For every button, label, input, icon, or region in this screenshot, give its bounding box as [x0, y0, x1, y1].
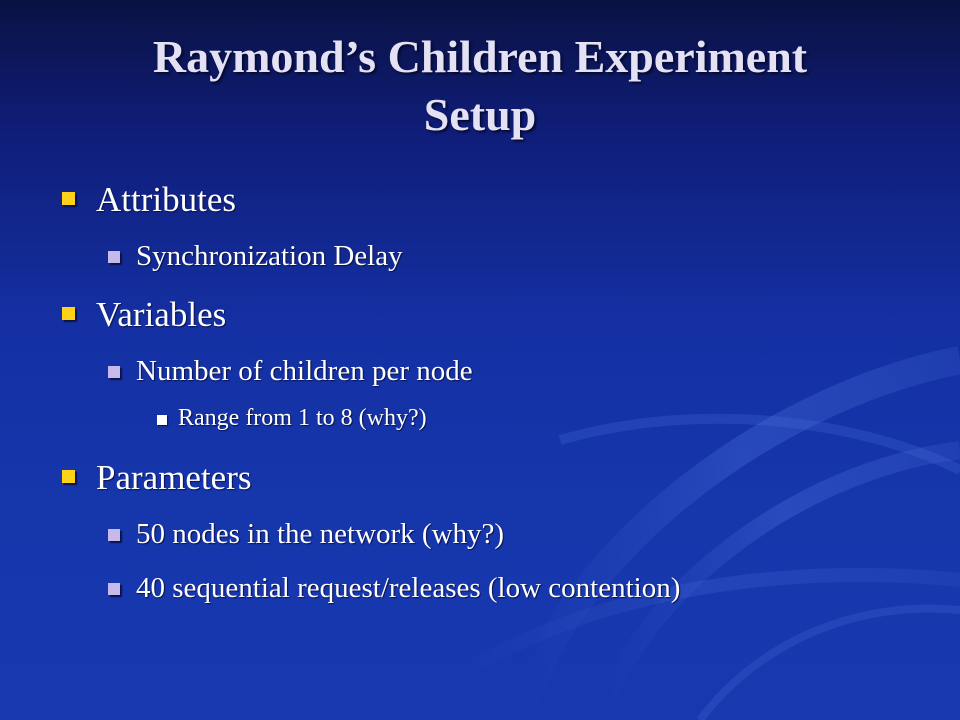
bullet-square-icon [108, 583, 120, 595]
slide-title-line-2: Setup [423, 89, 537, 140]
bullet-50-nodes [136, 518, 504, 551]
bullet-40-sequential [136, 572, 680, 605]
bullet-label: 50 nodes in the network (why?) [136, 518, 505, 550]
slide-title-line-1: Raymond’s Children Experiment [152, 31, 808, 82]
bullet-square-icon [108, 366, 120, 378]
bullet-square-icon [108, 251, 120, 263]
bullet-label: 40 sequential request/releases (low contention) [136, 572, 681, 604]
bullet-range [178, 405, 427, 432]
bullet-label: Attributes [96, 180, 236, 219]
slide-title [60, 28, 900, 144]
bullet-label: Variables [96, 295, 227, 334]
bullet-variables [96, 295, 226, 335]
bullet-square-icon [108, 529, 120, 541]
bullet-label: Parameters [96, 458, 252, 497]
bullet-label: Range from 1 to 8 (why?) [178, 405, 427, 431]
bullet-square-icon [62, 307, 75, 320]
bullet-square-icon [157, 415, 167, 425]
bullet-synchronization-delay [136, 240, 403, 273]
bullet-parameters [96, 458, 251, 498]
bullet-square-icon [62, 470, 75, 483]
bullet-square-icon [62, 192, 75, 205]
bullet-label: Number of children per node [136, 355, 473, 387]
bullet-number-of-children [136, 355, 473, 388]
bullet-label: Synchronization Delay [136, 240, 403, 272]
bullet-attributes [96, 180, 236, 220]
